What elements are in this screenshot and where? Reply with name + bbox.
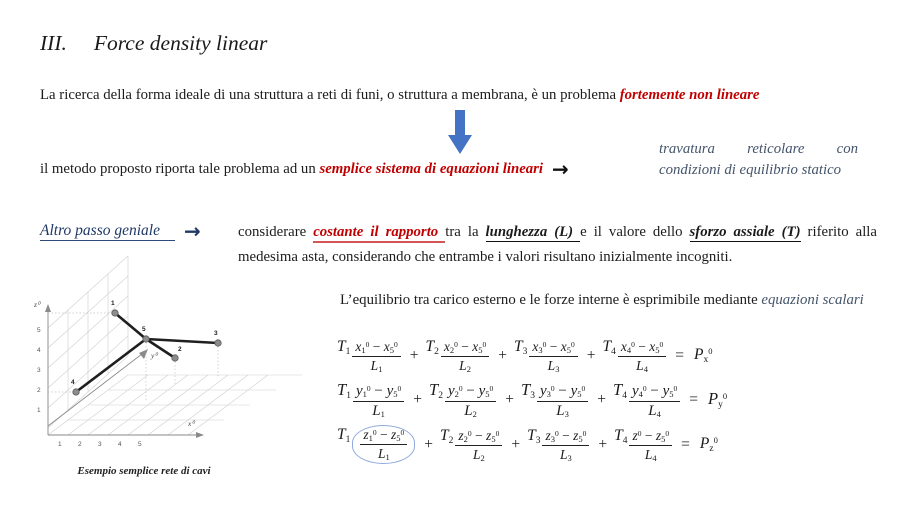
operator: + — [586, 346, 596, 364]
fraction: $\frac{y_3^0 - y_5^0}{L_3}$ — [537, 383, 588, 421]
equation-term: $T_3$ $\frac{x_3^0 - x_5^0}{L_3}$ — [514, 338, 580, 373]
z-tick-label: 4 — [37, 347, 41, 354]
diagram-node-label: 5 — [142, 326, 146, 333]
method-highlight: semplice sistema di equazioni lineari — [319, 161, 544, 177]
equilibrio-text: L’equilibrio tra carico esterno e le forze interne è esprimibile mediante — [340, 292, 762, 308]
y-axis-label: y⁰ — [151, 351, 158, 360]
x-tick-label: 2 — [78, 441, 82, 448]
operator: + — [597, 391, 606, 408]
z-tick-label: 1 — [37, 407, 41, 414]
equation-term: $T_2$ $\frac{x_2^0 - x_5^0}{L_2}$ — [426, 338, 492, 373]
fraction: $\frac{z^0 - z_5^0}{L_4}$ — [629, 428, 672, 462]
diagram-caption: Esempio semplice rete di cavi — [77, 465, 211, 477]
altro-passo-text: Altro passo geniale — [40, 222, 175, 241]
diagram-node-label: 2 — [178, 346, 182, 353]
equation-term: $T_2$ $\frac{z_2^0 - z_5^0}{L_2}$ — [440, 427, 504, 462]
fraction: $\frac{x_3^0 - x_5^0}{L_3}$ — [529, 339, 577, 373]
down-arrow-icon — [447, 110, 473, 156]
equation-term: $T_1$ $\frac{x_1^0 - x_5^0}{L_1}$ — [337, 338, 403, 373]
fraction: $\frac{y_2^0 - y_5^0}{L_2}$ — [445, 383, 496, 421]
equation-term: $T_2$ $\frac{y_2^0 - y_5^0}{L_2}$ — [429, 380, 498, 421]
cable-edge — [146, 339, 218, 343]
intro-paragraph — [40, 84, 876, 106]
title-numeral: III. — [40, 31, 67, 55]
z-tick-label: 3 — [37, 367, 41, 374]
right-arrow-icon: → — [183, 219, 201, 243]
x-axis-label: x⁰ — [188, 419, 195, 428]
z-tick-label: 2 — [37, 387, 41, 394]
equilibrio-paragraph — [340, 289, 886, 311]
altro-passo-label — [40, 219, 201, 243]
equation-term: $T_4$ $\frac{x_4^0 - x_5^0}{L_4}$ — [603, 338, 669, 373]
equation-rhs: $P_z^0$ — [699, 434, 718, 454]
operator: + — [598, 435, 608, 453]
operator: + — [424, 435, 434, 453]
x-tick-label: 3 — [98, 441, 102, 448]
intro-text: La ricerca della forma ideale di una struttura a reti di funi, o struttura a membrana, è un problema — [40, 87, 620, 103]
side-note: travatura reticolare con condizioni di equilibrio statico — [659, 141, 858, 178]
operator: + — [505, 391, 514, 408]
considerare-text: tra la — [445, 224, 486, 240]
diagram-node — [172, 355, 178, 361]
equation — [337, 334, 727, 377]
operator: + — [409, 346, 419, 364]
fraction: $\frac{z_3^0 - z_5^0}{L_3}$ — [542, 428, 589, 462]
right-arrow-icon: → — [552, 157, 569, 181]
equation-term: $T_1$ $\frac{z_1^0 - z_5^0}{L_1}$ — [337, 425, 417, 464]
title-text: Force density linear — [93, 31, 268, 55]
fraction: $\frac{z_2^0 - z_5^0}{L_2}$ — [455, 428, 502, 462]
operator: + — [413, 391, 422, 408]
method-line — [40, 157, 569, 181]
diagram-node-label: 4 — [71, 379, 75, 386]
operator: + — [498, 346, 507, 364]
costante-rapporto-highlight: costante il rapporto — [313, 224, 445, 243]
lunghezza-highlight: lunghezza (L) — [485, 224, 581, 240]
x-tick-label: 1 — [58, 441, 62, 448]
z-axis-label: z⁰ — [34, 300, 40, 309]
diagram-node — [73, 389, 79, 395]
cable-net-diagram — [28, 250, 318, 478]
diagram-node-label: 3 — [214, 330, 218, 337]
fraction: $\frac{x_1^0 - x_5^0}{L_1}$ — [352, 339, 400, 373]
fraction: $\frac{y_1^0 - y_5^0}{L_1}$ — [353, 383, 404, 421]
circled-fraction: $\frac{z_1^0 - z_5^0}{L_1}$ — [352, 425, 415, 464]
equations — [337, 334, 727, 466]
operator: + — [511, 435, 521, 453]
method-text: il metodo proposto riporta tale problema ad un — [40, 161, 320, 177]
diagram-node — [143, 336, 149, 342]
diagram-node — [112, 310, 118, 316]
x-tick-label: 5 — [138, 441, 142, 448]
equation — [337, 423, 727, 466]
sforzo-assiale-highlight: sforzo assiale (T) — [689, 224, 801, 240]
diagram-node — [215, 340, 221, 346]
fraction: $\frac{x_2^0 - x_5^0}{L_2}$ — [441, 339, 489, 373]
intro-highlight: fortemente non lineare — [619, 87, 760, 103]
equation-term: $T_1$ $\frac{y_1^0 - y_5^0}{L_1}$ — [337, 380, 406, 421]
considerare-text: considerare — [238, 224, 314, 240]
equation-term: $T_4$ $\frac{y_4^0 - y_5^0}{L_4}$ — [613, 380, 682, 421]
x-axis-arrowhead — [196, 432, 204, 438]
fraction: $\frac{y_4^0 - y_5^0}{L_4}$ — [629, 383, 680, 421]
y-axis-arrowhead — [139, 349, 148, 359]
fraction: $\frac{x_4^0 - x_5^0}{L_4}$ — [618, 339, 666, 373]
equation-term: $T_3$ $\frac{z_3^0 - z_5^0}{L_3}$ — [527, 427, 591, 462]
page-title — [40, 31, 267, 56]
equation-rhs: $P_y^0$ — [708, 389, 728, 411]
considerare-paragraph — [238, 220, 877, 269]
x-tick-label: 4 — [118, 441, 122, 448]
equation — [337, 377, 727, 423]
z-axis-arrowhead — [45, 304, 51, 312]
operator: = — [681, 435, 690, 453]
equation-term: $T_3$ $\frac{y_3^0 - y_5^0}{L_3}$ — [521, 380, 590, 421]
equation-term: $T_4$ $\frac{z^0 - z_5^0}{L_4}$ — [614, 427, 674, 462]
operator: = — [689, 391, 698, 408]
equazioni-scalari-text: equazioni scalari — [761, 292, 864, 308]
operator: = — [675, 346, 684, 364]
considerare-text: e il valore dello — [580, 224, 690, 240]
considerare-text: riferito alla medesima asta, considerando che entrambe i valori risultano inizialmente incogniti. — [238, 224, 877, 265]
diagram-node-label: 1 — [111, 300, 115, 307]
z-tick-label: 5 — [37, 327, 41, 334]
equation-rhs: $P_x^0$ — [694, 345, 713, 365]
